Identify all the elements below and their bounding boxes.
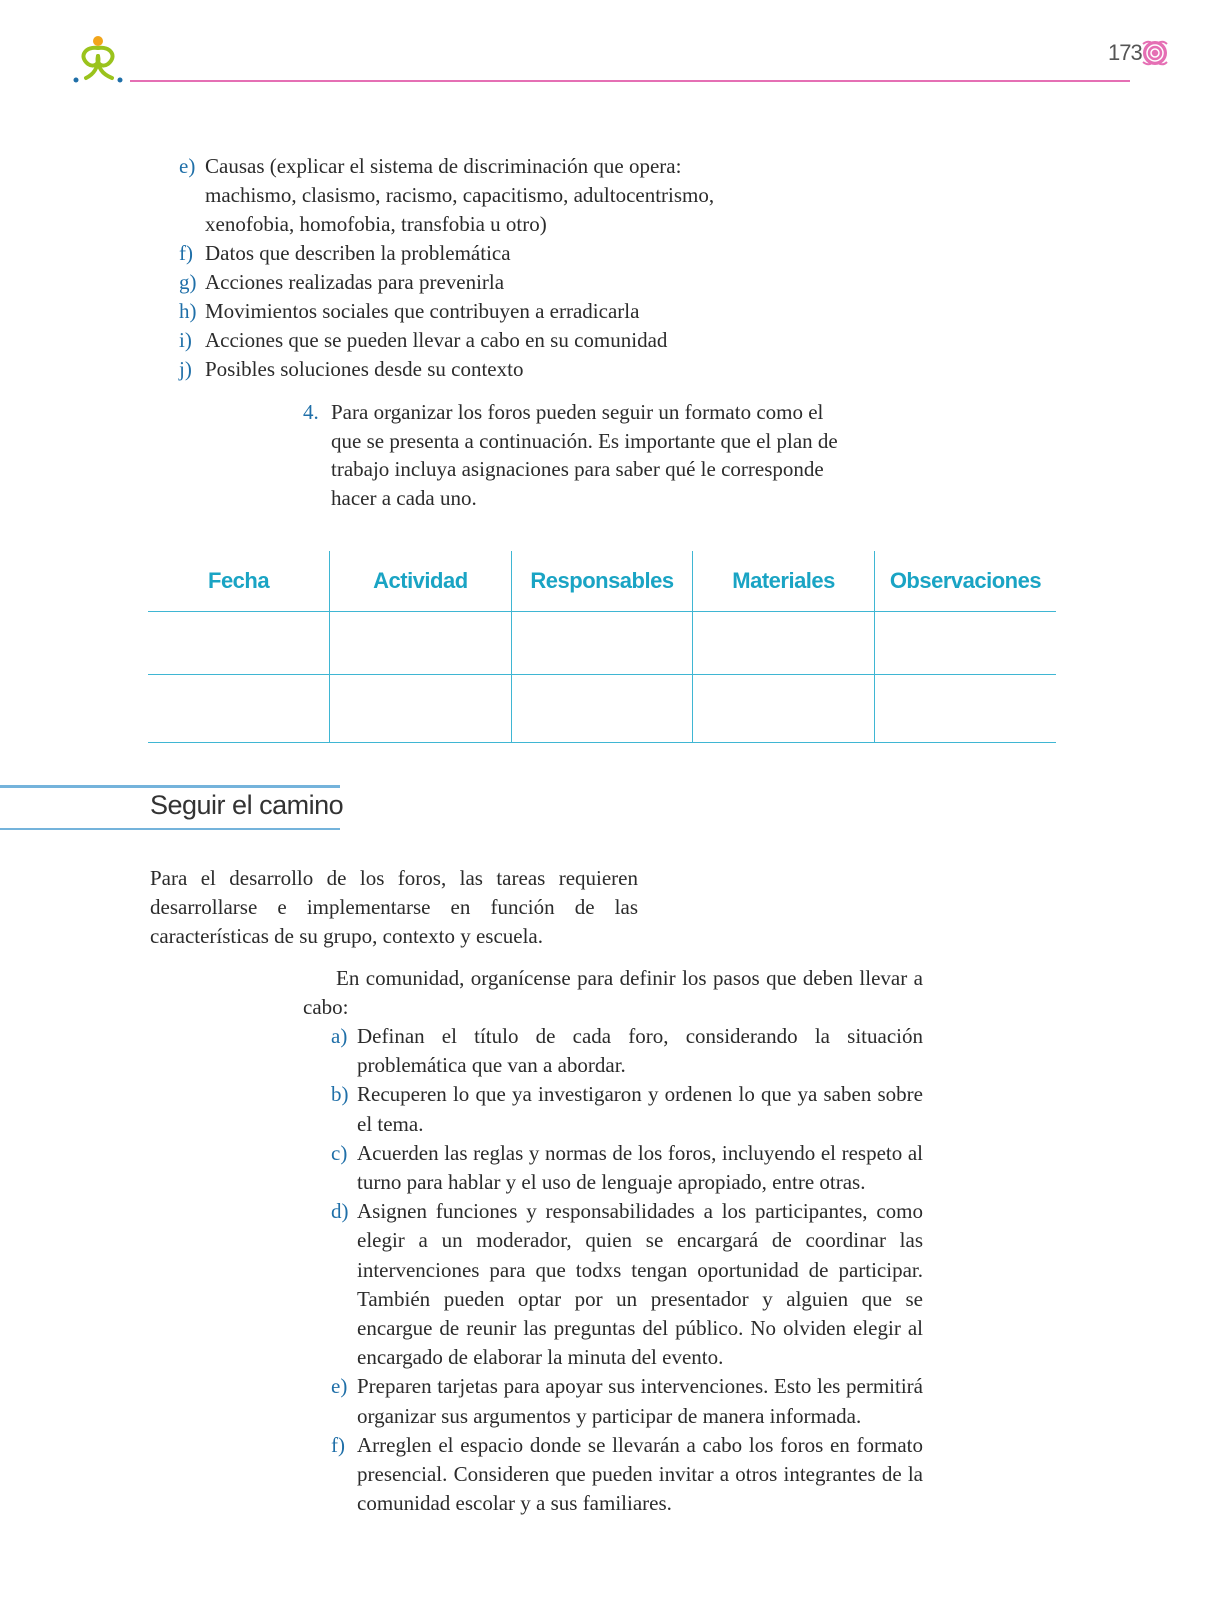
list-marker: g) (179, 270, 197, 294)
page-number: 173 (1108, 40, 1142, 65)
list-item (331, 1139, 923, 1197)
list-item-text: Acciones realizadas para prevenirla (205, 270, 505, 294)
list-item (179, 152, 759, 239)
list-marker: f) (331, 1432, 345, 1457)
list-item (331, 1080, 923, 1138)
header-rule (130, 80, 1130, 82)
list-item-text: Movimientos sociales que contribuyen a erradicarla (205, 299, 640, 323)
sprout-figure-icon (72, 34, 124, 86)
list-item-text: Causas (explicar el sistema de discriminación que opera: machismo, clasismo, racismo, capacitismo, adultocentrismo, xenofobia, homofobia, transfobia u otro) (205, 154, 715, 236)
list-item (179, 297, 759, 326)
list-item-text: Datos que describen la problemática (205, 241, 511, 265)
list-marker: e) (331, 1374, 348, 1399)
list-item (331, 1372, 923, 1430)
pink-flower-icon (1140, 38, 1170, 68)
table-cell (874, 675, 1056, 743)
criteria-list (179, 152, 759, 384)
table-cell (874, 612, 1056, 675)
list-marker: i) (179, 328, 192, 352)
table-cell (148, 675, 330, 743)
table-cell (330, 612, 512, 675)
list-marker: f) (179, 241, 193, 265)
steps-list (331, 1022, 923, 1518)
list-marker: d) (331, 1199, 349, 1224)
table-row (148, 675, 1056, 743)
table-header-row (148, 551, 1056, 612)
step-marker: 4. (303, 400, 319, 424)
forum-plan-table (148, 551, 1056, 743)
table-cell (148, 612, 330, 675)
list-item-text: Preparen tarjetas para apoyar sus intervenciones. Esto les permitirá organizar sus argumentos y participar de manera informada. (357, 1374, 923, 1428)
list-marker: c) (331, 1140, 348, 1165)
table-cell (693, 612, 875, 675)
section-intro-paragraph: Para el desarrollo de los foros, las tareas requieren desarrollarse e implementarse en función de las características de su grupo, contexto y escuela. (150, 866, 638, 948)
list-item (331, 1197, 923, 1372)
table-cell (511, 675, 693, 743)
section-title: Seguir el camino (150, 790, 344, 820)
table-cell (693, 675, 875, 743)
step-text: Para organizar los foros pueden seguir un formato como el que se presenta a continuación. Es importante que el plan de trabajo incluya asignaciones para saber qué le corresponde hacer a cada uno. (331, 400, 838, 510)
list-item (331, 1022, 923, 1080)
list-marker: b) (331, 1082, 349, 1107)
section-lead-paragraph: En comunidad, organícense para definir los pasos que deben llevar a cabo: (303, 966, 923, 1019)
list-item-text: Acciones que se pueden llevar a cabo en su comunidad (205, 328, 668, 352)
list-item-text: Arreglen el espacio donde se llevarán a cabo los foros en formato presencial. Consideren que pueden invitar a otros integrantes de la comunidad escolar y a sus familiares. (357, 1432, 923, 1516)
table-row (148, 612, 1056, 675)
list-item-text: Acuerden las reglas y normas de los foros, incluyendo el respeto al turno para hablar y el uso de lenguaje apropiado, entre otras. (357, 1140, 923, 1195)
section-rule-top (0, 785, 340, 788)
list-marker: e) (179, 154, 196, 178)
list-marker: j) (179, 357, 192, 381)
list-marker: a) (331, 1024, 348, 1048)
list-item (331, 1431, 923, 1519)
column-header-responsables: Responsables (511, 551, 693, 612)
list-item-text: Posibles soluciones desde su contexto (205, 357, 524, 381)
step-4-instruction (303, 398, 855, 512)
column-header-actividad: Actividad (330, 551, 512, 612)
list-item-text: Asignen funciones y responsabilidades a los participantes, como elegir a un moderador, quien se encargará de coordinar las intervenciones para que todxs tengan oportunidad de participar. También pueden optar por un presentador y alguien que se encargue de reunir las preguntas del público. No olviden elegir al encargado de elaborar la minuta del evento. (357, 1199, 923, 1370)
list-item (179, 326, 759, 355)
table-cell (330, 675, 512, 743)
list-marker: h) (179, 299, 197, 323)
column-header-materiales: Materiales (693, 551, 875, 612)
list-item (179, 355, 759, 384)
section-rule-bottom (0, 828, 340, 830)
list-item (179, 239, 759, 268)
list-item-text: Recuperen lo que ya investigaron y ordenen lo que ya saben sobre el tema. (357, 1082, 923, 1136)
list-item (179, 268, 759, 297)
column-header-fecha: Fecha (148, 551, 330, 612)
list-item-text: Definan el título de cada foro, considerando la situación problemática que van a abordar. (357, 1024, 923, 1078)
column-header-observaciones: Observaciones (874, 551, 1056, 612)
table-cell (511, 612, 693, 675)
